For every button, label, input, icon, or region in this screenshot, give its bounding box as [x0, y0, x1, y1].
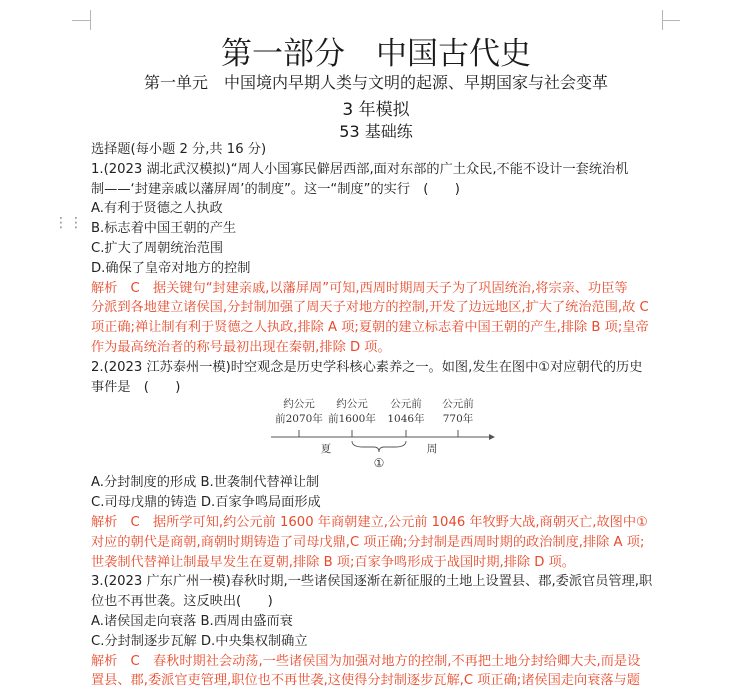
q1-option-c: C.扩大了周朝统治范围: [91, 240, 224, 256]
timeline-figure: [91, 397, 671, 473]
q1-option-d: D.确保了皇帝对地方的控制: [91, 260, 251, 276]
drag-handle-icon[interactable]: ⋮⋮: [54, 215, 84, 231]
timeline-arrow-icon: [489, 434, 495, 440]
timeline-zhou: 周: [426, 443, 438, 456]
unit-heading: 第一单元 中国境内早期人类与文明的起源、早期国家与社会变革: [143, 73, 608, 92]
q3-analysis-line1: 解析 C 春秋时期社会动荡,一些诸侯国为加强对地方的控制,不再把土地分封给卿大夫,而是设: [91, 653, 641, 669]
timeline-label-2070-a: 约公元: [283, 398, 315, 411]
timeline-label-770-a: 公元前: [442, 398, 474, 411]
q2-analysis-line2: 对应的朝代是商朝,商朝时期铸造了司母戊鼎,C 项正确;分封制是西周时期的政治制度,排除 A 项;: [91, 534, 645, 550]
q1-option-b: B.标志着中国王朝的产生: [91, 221, 237, 237]
q3-stem-line1: 3.(2023 广东广州一模)春秋时期,一些诸侯国逐渐在新征服的土地上设置县、郡,委派官员管理,职: [91, 574, 653, 590]
document-body: [91, 140, 671, 691]
q1-analysis-line4: 作为最高统治者的称号最初出现在秦朝,排除 D 项。: [91, 339, 391, 355]
q2-stem-line1: 2.(2023 江苏泰州一模)时空观念是历史学科核心素养之一。如图,发生在图中①对应朝代的历史: [91, 359, 643, 375]
timeline-brace: [352, 441, 406, 452]
q3-stem-line2: 位也不再世袭。这反映出( ): [91, 594, 273, 610]
q1-analysis-line2: 分派到各地建立诸侯国,分封制加强了周天子对地方的控制,开发了边远地区,扩大了统治范围,故 C: [91, 300, 649, 316]
timeline-label-1046-a: 公元前: [390, 398, 422, 411]
q2-analysis-line3: 世袭制代替禅让制最早发生在夏朝,排除 B 项;百家争鸣形成于战国时期,排除 D 项。: [91, 554, 575, 570]
page-title: 第一部分 中国古代史: [221, 36, 531, 72]
timeline-label-1600-b: 前1600年: [328, 413, 376, 426]
margin-mark-top-left-h: [72, 20, 90, 21]
subheading-53-basic: 53 基础练: [339, 122, 413, 141]
margin-mark-top-right-v: [662, 10, 663, 30]
q1-option-a: A.有利于贤德之人执政: [91, 201, 223, 217]
timeline-xia: 夏: [320, 443, 332, 456]
q3-options-ab: A.诸侯国走向衰落 B.西周由盛而衰: [91, 613, 293, 629]
q3-analysis-line2: 置县、郡,委派官吏管理,职位也不再世袭,这使得分封制逐步瓦解,C 项正确;诸侯国走向衰落与题: [91, 673, 640, 689]
margin-mark-top-right-h: [662, 20, 680, 21]
q1-analysis-line3: 项正确;禅让制有利于贤德之人执政,排除 A 项;夏朝的建立标志着中国王朝的产生,排除 B 项;皇帝: [91, 320, 649, 336]
timeline-label-2070-b: 前2070年: [275, 413, 323, 426]
q2-stem-line2: 事件是 ( ): [91, 379, 181, 395]
q2-options-cd: C.司母戊鼎的铸造 D.百家争鸣局面形成: [91, 495, 321, 511]
timeline-label-1046-b: 1046年: [387, 413, 425, 426]
timeline-label-770-b: 770年: [442, 413, 474, 426]
q3-options-cd: C.分封制逐步瓦解 D.中央集权制确立: [91, 633, 308, 649]
subheading-3-year: 3 年模拟: [342, 100, 410, 120]
section-heading: 选择题(每小题 2 分,共 16 分): [91, 142, 267, 157]
q1-analysis-line1: 解析 C 据关键句“封建亲戚,以藩屏周”可知,西周时期周天子为了巩固统治,将宗亲、功臣等: [91, 280, 628, 296]
q1-stem-line1: 1.(2023 湖北武汉模拟)“周人小国寡民僻居西部,面对东部的广土众民,不能不设计一套统治机: [91, 161, 629, 177]
margin-mark-top-left-v: [90, 10, 91, 30]
timeline-circle-1: ①: [373, 456, 385, 471]
q2-options-ab: A.分封制度的形成 B.世袭制代替禅让制: [91, 475, 320, 491]
timeline-label-1600-a: 约公元: [336, 398, 368, 411]
q2-analysis-line1: 解析 C 据所学可知,约公元前 1600 年商朝建立,公元前 1046 年牧野大战,商朝灭亡,故图中①: [91, 514, 648, 530]
q1-stem-line2: 制——‘封建亲戚以藩屏周’的制度”。这一“制度”的实行 ( ): [91, 181, 460, 197]
